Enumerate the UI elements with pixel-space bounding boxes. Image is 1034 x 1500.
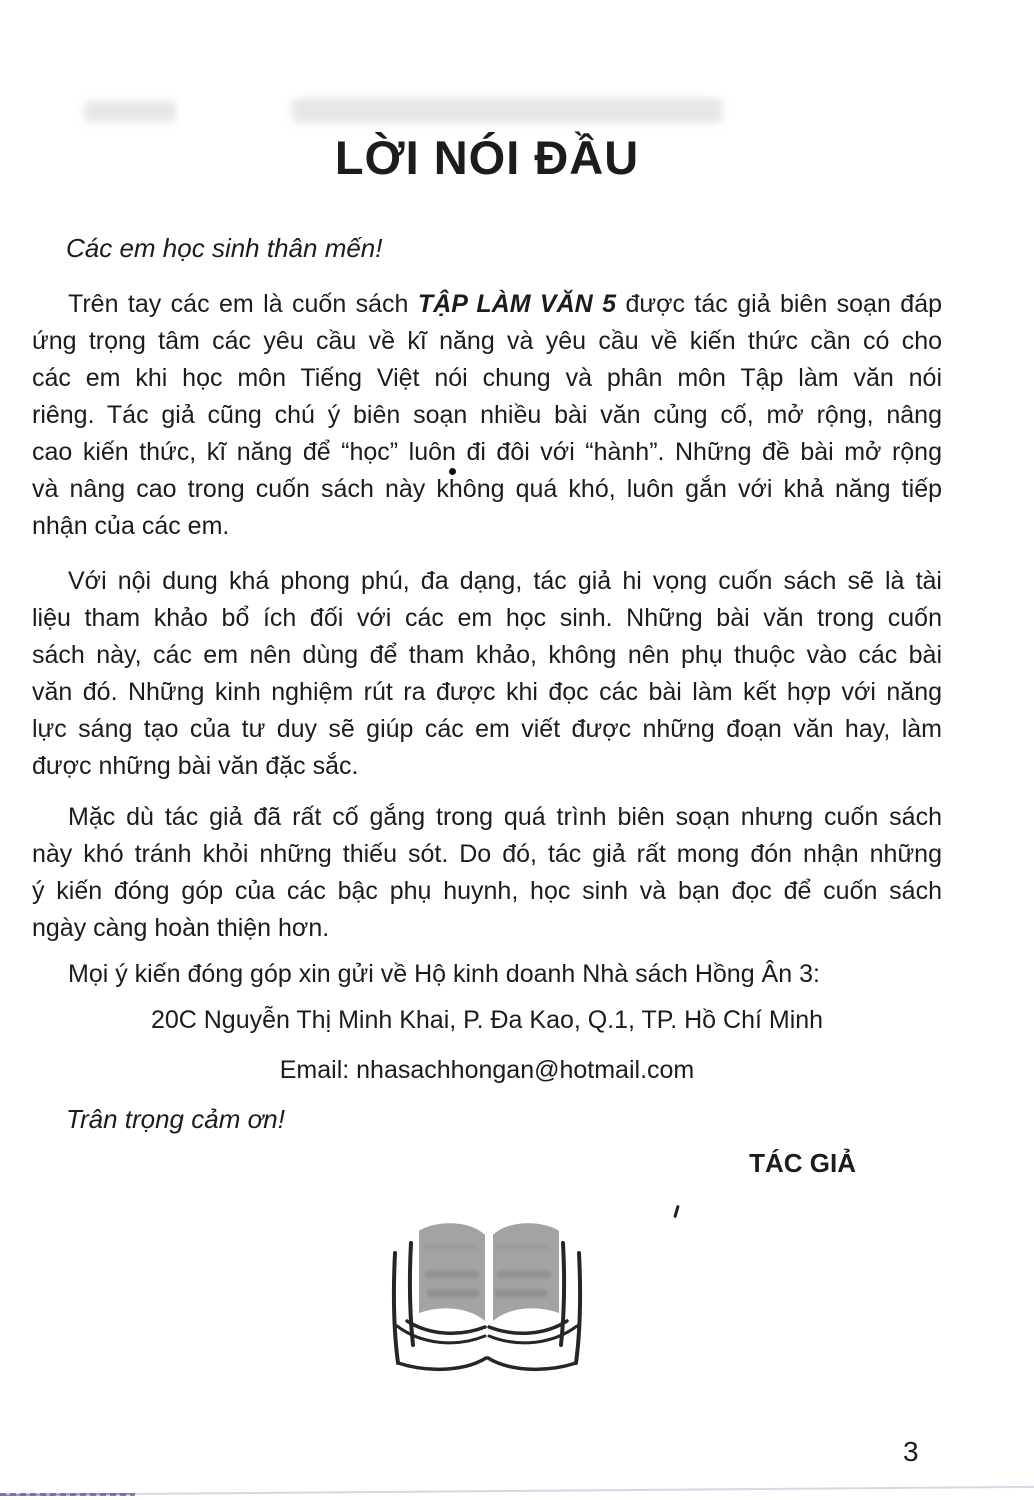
intro-pre-text: Trên tay các em là cuốn sách xyxy=(68,290,418,318)
paragraph-line: cao kiến thức, kĩ năng để “học” luôn đi đôi với “hành”. Những đề bài mở rộng xyxy=(32,438,942,466)
paragraph-3 xyxy=(32,799,942,947)
ink-dot-artifact xyxy=(449,468,456,475)
scan-edge-line xyxy=(0,1486,1034,1496)
open-book-icon xyxy=(367,1215,607,1385)
email-line: Email: nhasachhongan@hotmail.com xyxy=(279,1056,695,1084)
paragraph-2 xyxy=(32,563,942,785)
address-line: 20C Nguyễn Thị Minh Khai, P. Đa Kao, Q.1, TP. Hồ Chí Minh xyxy=(150,1006,824,1034)
paragraph-line: liệu tham khảo bổ ích đối với các em học sinh. Những bài văn trong cuốn xyxy=(32,604,942,632)
stray-mark-artifact xyxy=(673,1205,679,1218)
paragraph-line: riêng. Tác giả cũng chú ý biên soạn nhiều bài văn củng cố, mở rộng, nâng xyxy=(32,401,942,429)
paragraph-line: văn đó. Những kinh nghiệm rút ra được khi đọc các bài làm kết hợp với năng xyxy=(32,678,942,706)
page-title: LỜI NÓI ĐẦU xyxy=(334,131,640,184)
paragraph-line: nhận của các em. xyxy=(32,512,230,540)
paragraph-line: các em khi học môn Tiếng Việt nói chung và phân môn Tập làm văn nói xyxy=(32,364,942,392)
paragraph-line: được những bài văn đặc sắc. xyxy=(32,752,359,780)
paragraph-line: ứng trọng tâm các yêu cầu về kĩ năng và yêu cầu về kiến thức cần có cho xyxy=(32,327,942,355)
bleed-through-artifact xyxy=(292,98,722,123)
intro-post-text: được tác giả biên soạn đáp xyxy=(616,290,942,318)
page-number: 3 xyxy=(903,1436,919,1467)
scan-edge-dashes xyxy=(0,1493,135,1496)
contact-intro: Mọi ý kiến đóng góp xin gửi về Hộ kinh doanh Nhà sách Hồng Ân 3: xyxy=(68,960,820,988)
closing-line: Trân trọng cảm ơn! xyxy=(66,1104,285,1134)
paragraph-line: sách này, các em nên dùng để tham khảo, không nên phụ thuộc vào các bài xyxy=(32,641,942,669)
author-signature: TÁC GIẢ xyxy=(749,1148,856,1178)
paragraph-line: ngày càng hoàn thiện hơn. xyxy=(32,914,330,942)
paragraph-line: Với nội dung khá phong phú, đa dạng, tác giả hi vọng cuốn sách sẽ là tài xyxy=(68,567,942,595)
book-title-emphasis: TẬP LÀM VĂN 5 xyxy=(417,290,617,318)
paragraph-line xyxy=(32,286,942,323)
paragraph-line: Mặc dù tác giả đã rất cố gắng trong quá trình biên soạn nhưng cuốn sách xyxy=(68,803,942,831)
paragraph-line: và nâng cao trong cuốn sách này không quá khó, luôn gắn với khả năng tiếp xyxy=(32,475,942,503)
paragraph-line: ý kiến đóng góp của các bậc phụ huynh, học sinh và bạn đọc để cuốn sách xyxy=(32,877,942,905)
paragraph-1 xyxy=(32,286,942,545)
bleed-through-artifact xyxy=(84,101,176,122)
paragraph-line: này khó tránh khỏi những thiếu sót. Do đó, tác giả rất mong đón nhận những xyxy=(32,840,942,868)
salutation: Các em học sinh thân mến! xyxy=(66,233,383,263)
paragraph-line: lực sáng tạo của tư duy sẽ giúp các em viết được những đoạn văn hay, làm xyxy=(32,715,942,743)
